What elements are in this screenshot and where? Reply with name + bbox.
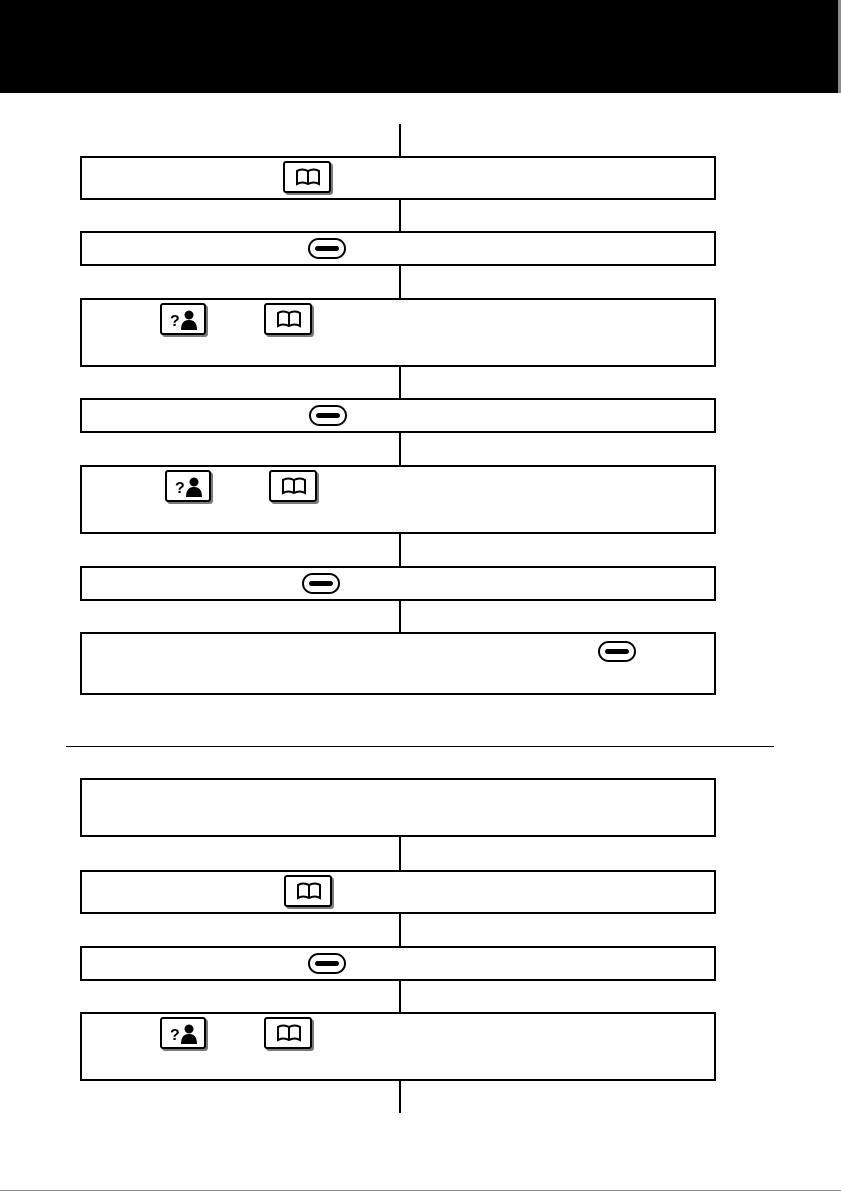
person-query-key-icon — [165, 470, 211, 502]
book-key-icon — [264, 1017, 312, 1049]
person-query-key-icon — [160, 303, 206, 335]
flow-connector — [399, 200, 401, 232]
flow-step — [80, 870, 716, 914]
page-header — [0, 0, 838, 93]
flow-connector — [399, 433, 401, 466]
flow-connector — [399, 914, 401, 947]
minus-key-icon — [302, 573, 340, 594]
minus-key-icon — [308, 953, 346, 974]
svg-text:?: ? — [170, 313, 180, 330]
flow-connector — [399, 837, 401, 871]
flow-step — [80, 156, 716, 200]
flow-step — [80, 465, 716, 534]
flow-connector — [399, 124, 401, 157]
flow-step — [80, 946, 716, 981]
minus-key-icon — [308, 238, 346, 259]
section-divider — [66, 746, 774, 747]
flow-step — [80, 566, 716, 601]
flow-step — [80, 298, 716, 367]
flow-connector — [399, 981, 401, 1013]
book-key-icon — [284, 875, 332, 907]
flow-connector — [399, 534, 401, 567]
person-query-key-icon — [160, 1017, 206, 1049]
minus-key-icon — [598, 641, 636, 662]
flow-step — [80, 778, 716, 837]
flow-step — [80, 632, 716, 695]
flow-connector — [399, 601, 401, 633]
flow-step — [80, 1012, 716, 1081]
svg-text:?: ? — [170, 1027, 180, 1044]
book-key-icon — [283, 161, 331, 193]
flow-step — [80, 398, 716, 433]
flow-step — [80, 231, 716, 266]
book-key-icon — [264, 303, 312, 335]
flow-connector — [399, 266, 401, 299]
minus-key-icon — [309, 405, 347, 426]
svg-text:?: ? — [175, 480, 185, 497]
book-key-icon — [269, 470, 317, 502]
flow-connector — [399, 367, 401, 399]
flow-connector — [399, 1081, 401, 1113]
